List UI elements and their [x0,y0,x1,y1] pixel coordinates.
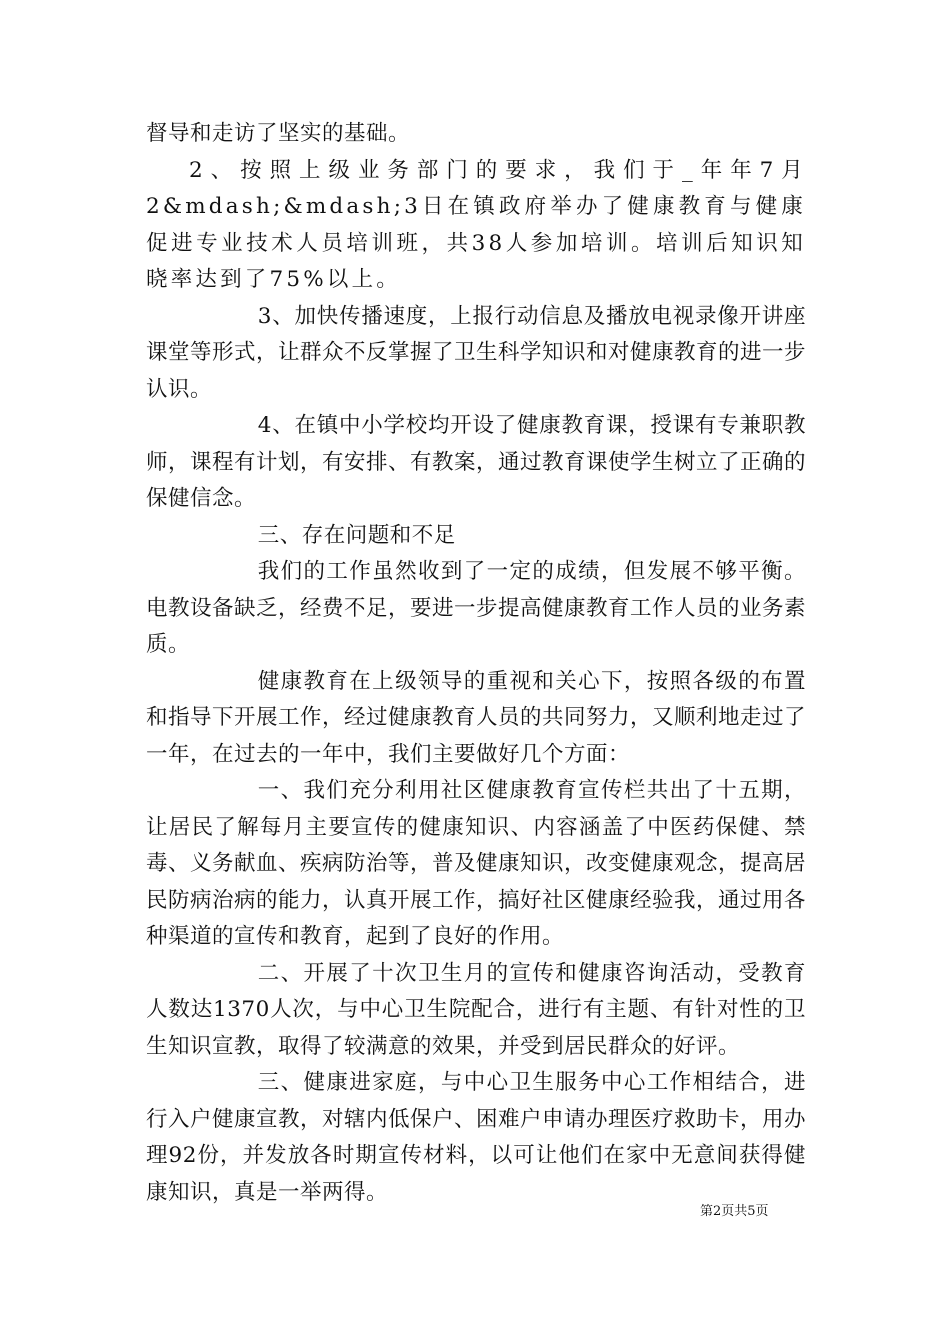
paragraph-item-2: 2、按照上级业务部门的要求，我们于_年年7月2&mdash;&mdash;3日在镇政府举办了健康教育与健康促进专业技术人员培训班，共38人参加培训。培训后知识知晓率达到了75%以上。 [146,157,806,292]
document-body [146,116,806,1211]
paragraph-summary-intro: 健康教育在上级领导的重视和关心下，按照各级的布置和指导下开展工作，经过健康教育人员的共同努力，又顺利地走过了一年，在过去的一年中，我们主要做好几个方面： [146,668,807,767]
page-number: 第2页共5页 [700,1204,769,1219]
paragraph-continuation: 督导和走访了坚实的基础。 [146,121,411,146]
paragraph-item-4: 4、在镇中小学校均开设了健康教育课，授课有专兼职教师，课程有计划，有安排、有教案，通过教育课使学生树立了正确的保健信念。 [146,413,807,511]
paragraph-point-1: 一、我们充分利用社区健康教育宣传栏共出了十五期，让居民了解每月主要宣传的健康知识、内容涵盖了中医药保健、禁毒、义务献血、疾病防治等，普及健康知识，改变健康观念，提高居民防病治病的能力，认真开展工作，搞好社区健康经验我，通过用各种渠道的宣传和教育，起到了良好的作用。 [146,778,807,949]
paragraph-item-3: 3、加快传播速度，上报行动信息及播放电视录像开讲座课堂等形式，让群众不反掌握了卫生科学知识和对健康教育的进一步认识。 [146,303,807,402]
paragraph-problems: 我们的工作虽然收到了一定的成绩，但发展不够平衡。电教设备缺乏，经费不足，要进一步提高健康教育工作人员的业务素质。 [146,559,807,657]
paragraph-point-2: 二、开展了十次卫生月的宣传和健康咨询活动，受教育人数达1370人次，与中心卫生院配合，进行有主题、有针对性的卫生知识宣教，取得了较满意的效果，并受到居民群众的好评。 [146,960,806,1059]
section-heading-problems: 三、存在问题和不足 [257,522,456,548]
paragraph-point-3: 三、健康进家庭，与中心卫生服务中心工作相结合，进行入户健康宣教，对辖内低保户、困难户申请办理医疗救助卡，用办理92份，并发放各时期宣传材料，以可让他们在家中无意间获得健康知识，真是一举两得。 [146,1070,807,1205]
